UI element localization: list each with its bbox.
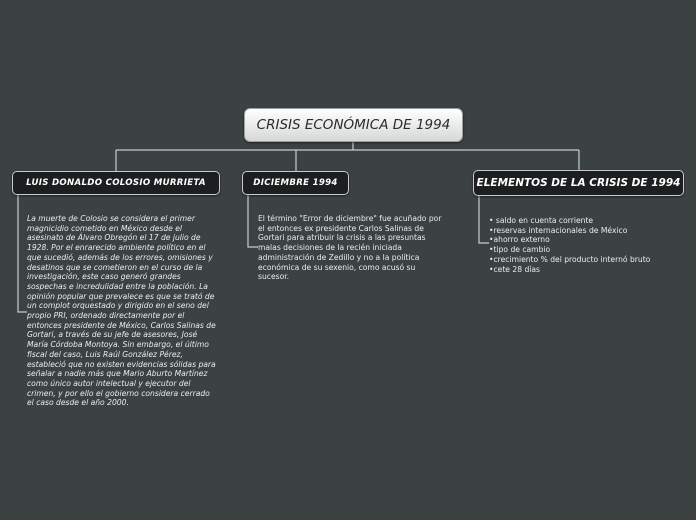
branch-1-connector xyxy=(18,194,27,312)
topic-diciembre-1994[interactable]: DICIEMBRE 1994 xyxy=(242,171,349,195)
branch-2-connector xyxy=(248,194,258,247)
note-diciembre[interactable]: El término "Error de diciembre" fue acuñado por el entonces ex presidente Carlos Salinas de Gortari para atribuir la crisis a las presuntas malas decisiones de la recién iniciada administración de Zedillo y no a la política económica de su sexenio, como acusó su sucesor. xyxy=(258,214,442,282)
topic-colosio[interactable]: LUIS DONALDO COLOSIO MURRIETA xyxy=(12,171,220,195)
note-elementos[interactable]: • saldo en cuenta corriente •reservas internacionales de México •ahorro externo •tipo de cambio •crecimiento % del producto internó bruto •cete 28 días xyxy=(489,216,651,274)
note-colosio[interactable]: La muerte de Colosio se considera el primer magnicidio cometido en México desde el asesinato de Álvaro Obregón el 17 de julio de 1928. Por el enrarecido ambiente político en el que sucedió, además de los errores, omisiones y desatinos que se cometieron en el curso de la investigación, este caso generó grandes sospechas e incredulidad entre la población. La opinión popular que prevalece es que se trató de un complot orquestado y dirigido en el seno del propio PRI, ordenado directamente por el entonces presidente de México, Carlos Salinas de Gortari, a través de su jefe de asesores, José María Córdoba Montoya. Sin embargo, el último fiscal del caso, Luis Raúl González Pérez, estableció que no existen evidencias sólidas para señalar a nadie más que Mario Aburto Martínez como único autor intelectual y ejecutor del crimen, y por ello el gobierno considera cerrado el caso desde el año 2000. xyxy=(27,214,216,408)
branch-3-connector xyxy=(479,196,489,243)
root-topic[interactable]: CRISIS ECONÓMICA DE 1994 xyxy=(244,108,463,142)
root-connector xyxy=(116,142,579,171)
topic-elementos-crisis[interactable]: ELEMENTOS DE LA CRISIS DE 1994 xyxy=(473,170,684,196)
